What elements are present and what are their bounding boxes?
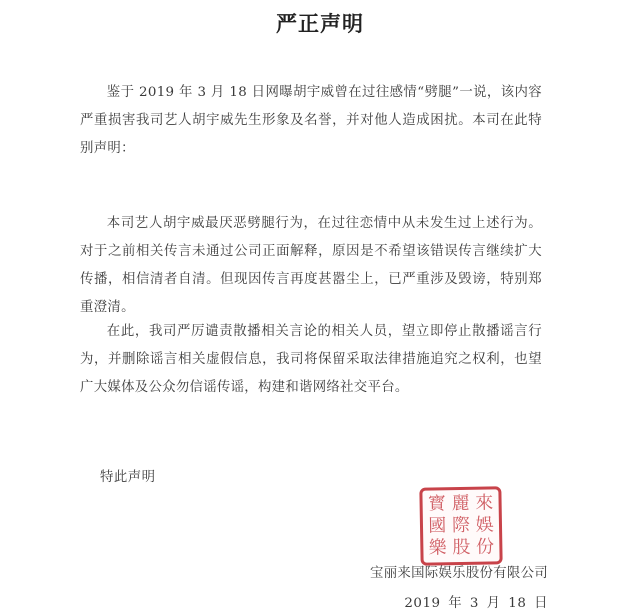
seal-char: 際 (451, 514, 471, 537)
seal-char: 麗 (451, 492, 470, 514)
seal-char: 股 (452, 537, 471, 559)
company-name: 宝丽来国际娱乐股份有限公司 (370, 566, 548, 581)
seal-char: 國 (428, 515, 447, 537)
document-title: 严正声明 (276, 11, 364, 36)
closing-statement: 特此声明 (100, 470, 156, 485)
paragraph-clarification: 本司艺人胡宇威最厌恶劈腿行为，在过往恋情中从未发生过上述行为。对于之前相关传言未通过公司正面解释，原因是不希望该错误传言继续扩大传播，相信清者自清。但现因传言再度甚嚣尘上，已严重涉及毁谤，特别郑重澄清。 (80, 216, 542, 315)
company-seal-stamp (419, 486, 502, 565)
seal-char: 寳 (427, 492, 447, 515)
seal-char: 娛 (475, 514, 494, 536)
seal-char: 樂 (428, 537, 447, 559)
paragraph-condemnation: 在此，我司严厉谴责散播相关言论的相关人员，望立即停止散播谣言行为，并删除谣言相关虚假信息，我司将保留采取法律措施追究之权利，也望广大媒体及公众勿信谣传谣，构建和谐网络社交平台。 (80, 324, 542, 395)
statement-date: 2019 年 3 月 18 日 (404, 596, 548, 611)
seal-char: 份 (475, 536, 495, 559)
seal-char: 來 (475, 492, 494, 514)
paragraph-intro: 鉴于 2019 年 3 月 18 日网曝胡宇威曾在过往感情“劈腿”一说，该内容严重损害我司艺人胡宇威先生形象及名誉，并对他人造成困扰。本司在此特别声明： (80, 85, 542, 156)
